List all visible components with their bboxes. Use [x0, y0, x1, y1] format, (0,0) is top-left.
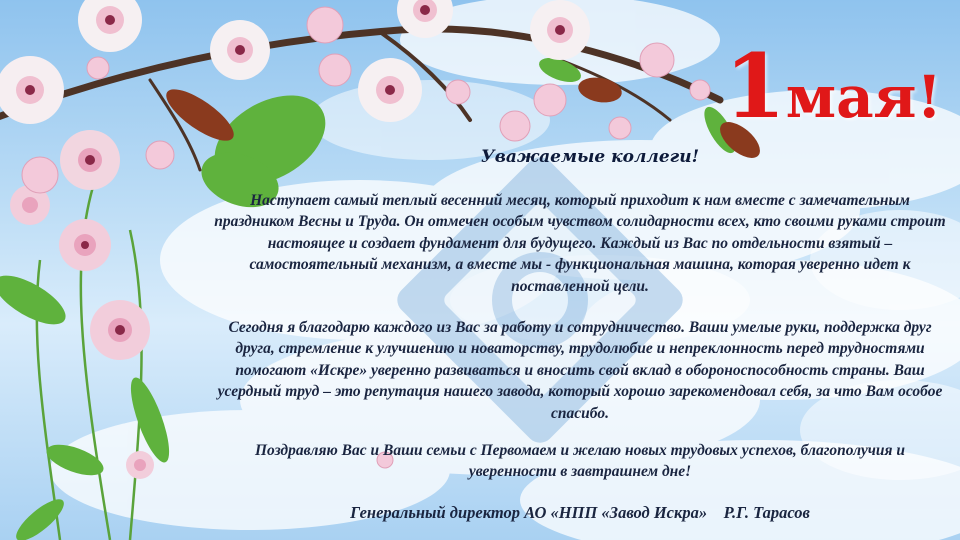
may-day-headline [724, 34, 942, 138]
message-paragraph-1: Наступает самый теплый весенний месяц, который приходит к нам вместе с замечательным праздником Весны и Труда. Он отмечен особым чувством солидарности всех, кто своими руками строит настоящее и создает фундамент для будущего. Каждый из Вас по отдельности взятый – самостоятельный механизм, а вместе мы - функциональная машина, которая уверенно идет к поставленной цели. [214, 192, 946, 295]
signature-name: Р.Г. Тарасов [723, 503, 810, 522]
headline-number: 1 [724, 34, 786, 138]
message-paragraph-3: Поздравляю Вас и Ваши семьи с Первомаем и желаю новых трудовых успехов, благополучия и уверенности в завтрашнем дне! [254, 442, 906, 481]
message-paragraph-2: Сегодня я благодарю каждого из Вас за работу и сотрудничество. Ваши умелые руки, поддержка друг друга, стремление к улучшению и новаторству, трудолюбие и непреклонность перед трудностями помогают «Искре» уверенно развиваться и вносить свой вклад в обороноспособность страны. Ваш усердный труд – это репутация нашего завода, который хорошо зарекомендовал себя, за что Вам особое спасибо. [217, 319, 943, 422]
greeting-title: Уважаемые коллеги! [480, 147, 700, 167]
signature-line [230, 503, 930, 523]
headline-word: мая! [785, 63, 942, 131]
signature-position: Генеральный директор АО «НПП «Завод Искра» [350, 503, 708, 522]
